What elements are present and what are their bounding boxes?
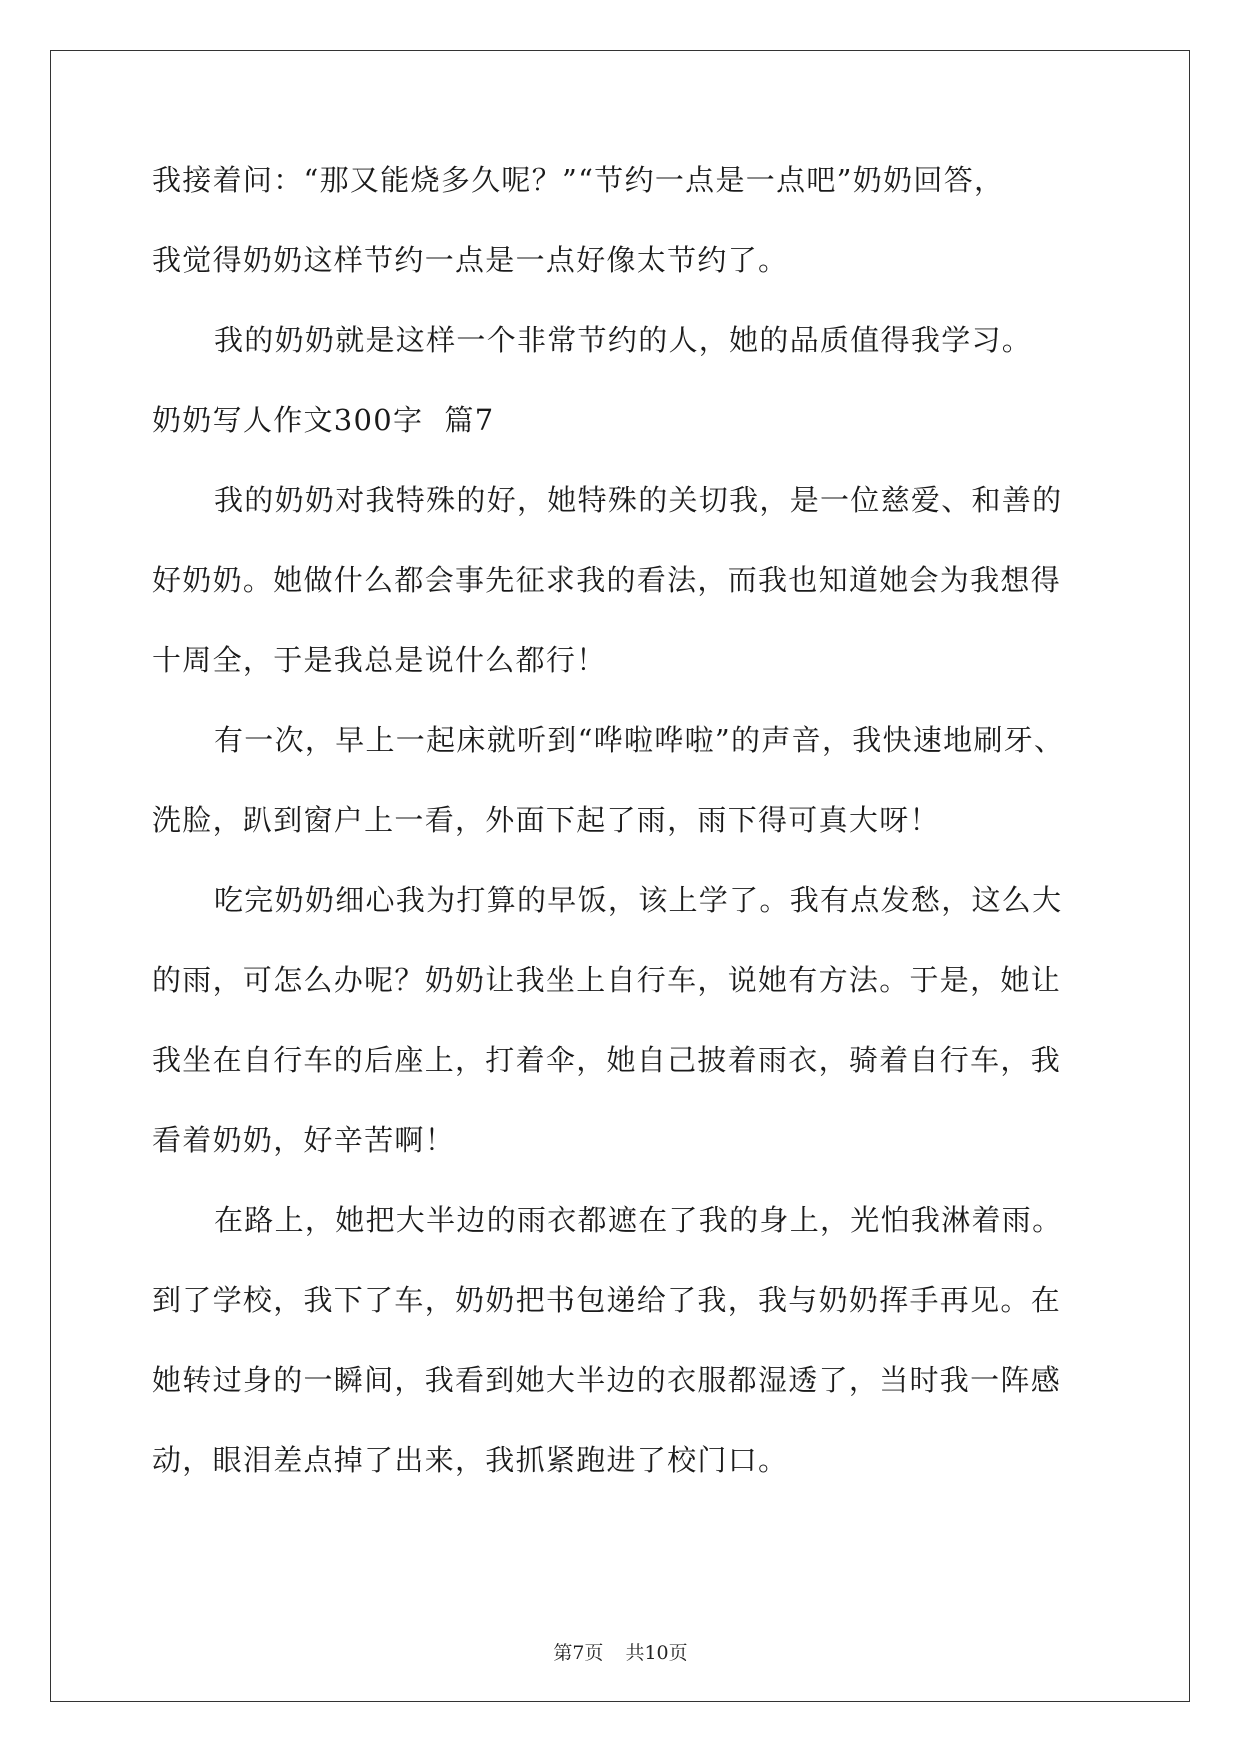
page-footer xyxy=(0,1638,1241,1665)
text-line: 十周全，于是我总是说什么都行！ xyxy=(152,643,607,677)
text-line: 好奶奶。她做什么都会事先征求我的看法，而我也知道她会为我想得 xyxy=(152,563,1062,597)
page-total: 共10页 xyxy=(625,1642,688,1664)
page-number: 第7页 xyxy=(553,1642,604,1664)
document-body xyxy=(152,160,1092,1520)
text-line: 有一次，早上一起床就听到“哗啦哗啦”的声音，我快速地刷牙、 xyxy=(214,723,1065,757)
text-line: 我的奶奶就是这样一个非常节约的人，她的品质值得我学习。 xyxy=(214,323,1033,357)
text-line: 我接着问：“那又能烧多久呢？”“节约一点是一点吧”奶奶回答， xyxy=(152,163,1005,197)
text-line: 在路上，她把大半边的雨衣都遮在了我的身上，光怕我淋着雨。 xyxy=(214,1203,1063,1237)
text-line: 动，眼泪差点掉了出来，我抓紧跑进了校门口。 xyxy=(152,1443,789,1477)
text-line: 洗脸，趴到窗户上一看，外面下起了雨，雨下得可真大呀！ xyxy=(152,803,940,837)
text-line: 我的奶奶对我特殊的好，她特殊的关切我，是一位慈爱、和善的 xyxy=(214,483,1063,517)
text-line: 的雨，可怎么办呢？奶奶让我坐上自行车，说她有方法。于是，她让 xyxy=(152,963,1062,997)
text-line: 她转过身的一瞬间，我看到她大半边的衣服都湿透了，当时我一阵感 xyxy=(152,1363,1062,1397)
text-line: 看着奶奶，好辛苦啊！ xyxy=(152,1123,456,1157)
text-line: 我觉得奶奶这样节约一点是一点好像太节约了。 xyxy=(152,243,789,277)
section-heading: 奶奶写人作文300字 篇7 xyxy=(152,403,495,437)
text-line: 吃完奶奶细心我为打算的早饭，该上学了。我有点发愁，这么大 xyxy=(214,883,1063,917)
text-line: 我坐在自行车的后座上，打着伞，她自己披着雨衣，骑着自行车，我 xyxy=(152,1043,1062,1077)
text-line: 到了学校，我下了车，奶奶把书包递给了我，我与奶奶挥手再见。在 xyxy=(152,1283,1062,1317)
